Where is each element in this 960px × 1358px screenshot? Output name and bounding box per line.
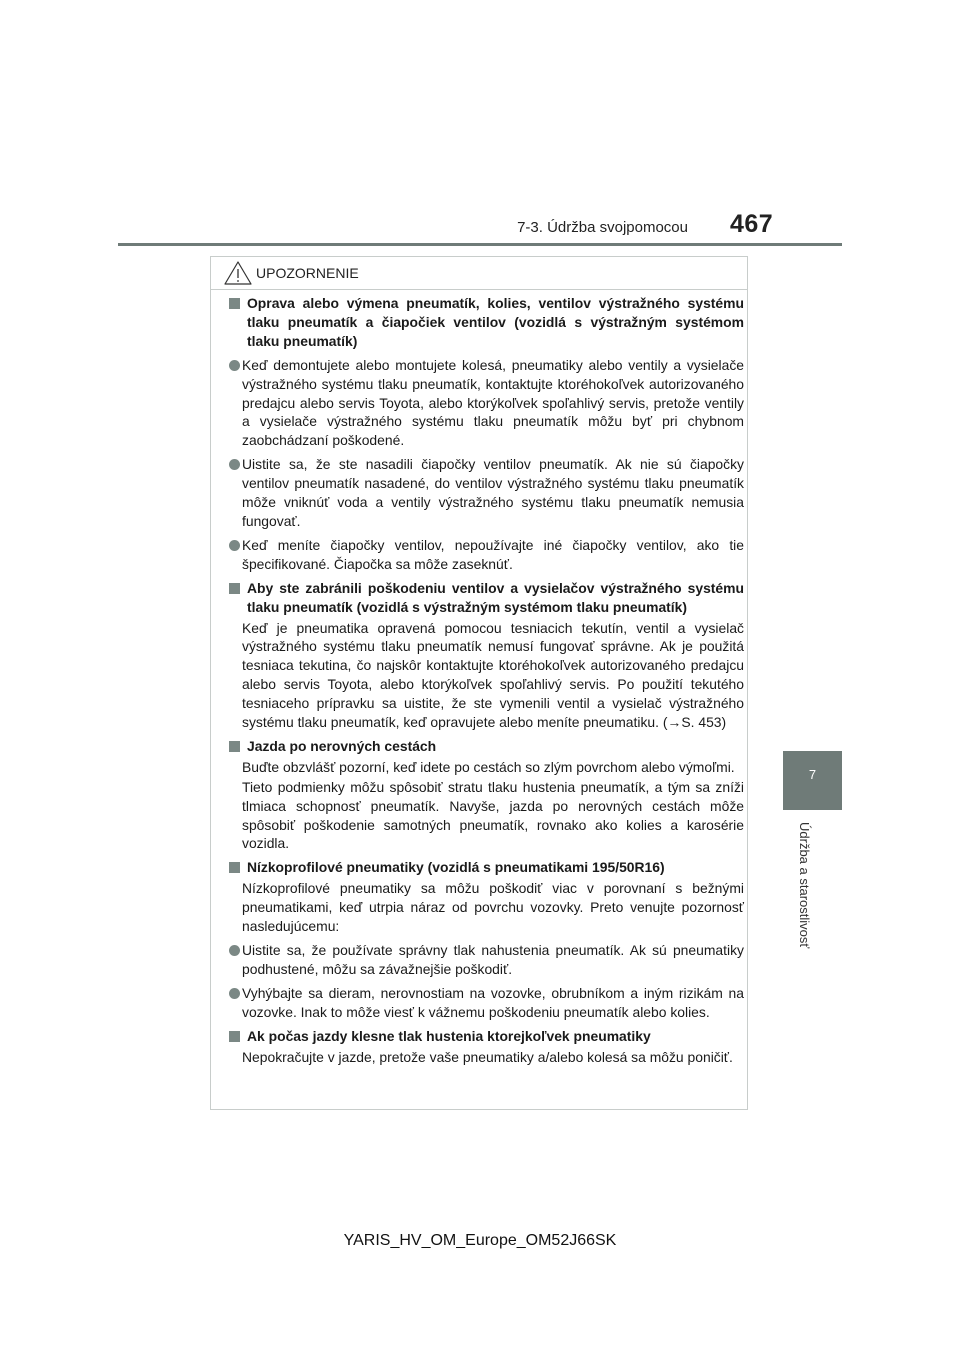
heading-text: Nízkoprofilové pneumatiky (vozidlá s pneumatikami 195/50R16)	[247, 859, 665, 876]
chapter-title: Údržba a starostlivosť	[797, 822, 812, 949]
section-heading	[229, 579, 744, 617]
warning-header	[211, 257, 747, 290]
paragraph: Nízkoprofilové pneumatiky sa môžu poškodiť viac v porovnaní s bežnými pneumatikami, keď utrpia náraz od povrchu vozovky. Preto venujte pozornosť nasledujúcemu:	[242, 880, 744, 935]
heading-text: Jazda po nerovných cestách	[247, 737, 437, 754]
section-heading	[229, 1027, 744, 1046]
warning-content	[229, 294, 744, 1066]
list-item	[229, 455, 744, 531]
warning-label: UPOZORNENIE	[256, 265, 359, 281]
round-bullet-icon	[229, 988, 240, 999]
section-title: 7-3. Údržba svojpomocou	[517, 219, 688, 236]
paragraph: Keď je pneumatika opravená pomocou tesniacich tekutín, ventil a vysielač výstražného systému tlaku pneumatík nemusí fungovať správne. Ak je použitá tesniaca tekutina, čo najskôr kontaktujte ktoréhokoľvek autorizovaného predajcu alebo servis Toyota, alebo ktorýkoľvek spoľahlivý servis. Po použití tekutého tesniaceho prípravku sa uistite, že ste vymenili ventil a vysielač výstražného systému tlaku pneumatík, keď opravujete alebo meníte pneumatiku. (→S. 453)	[242, 619, 744, 731]
list-item-text: Vyhýbajte sa dieram, nerovnostiam na vozovke, obrubníkom a iným rizikám na vozovke. Inak to môže viesť k vážnemu poškodeniu pneumatík alebo kolies.	[242, 984, 744, 1020]
section-heading	[229, 858, 744, 877]
chapter-number: 7	[808, 767, 817, 782]
warning-triangle-icon	[223, 260, 253, 286]
page-number: 467	[730, 210, 774, 238]
round-bullet-icon	[229, 540, 240, 551]
list-item-text: Uistite sa, že používate správny tlak nahustenia pneumatík. Ak sú pneumatiky podhustené, môžu sa závažnejšie poškodiť.	[242, 942, 744, 977]
section-heading	[229, 294, 744, 351]
round-bullet-icon	[229, 360, 240, 371]
heading-text: Oprava alebo výmena pneumatík, kolies, ventilov výstražného systému tlaku pneumatík a čiapočiek ventilov (vozidlá s výstražným systémom tlaku pneumatík)	[247, 295, 744, 349]
list-item	[229, 984, 744, 1022]
round-bullet-icon	[229, 945, 240, 956]
paragraph: Buďte obzvlášť pozorní, keď idete po cestách so zlým povrchom alebo výmoľmi.	[242, 758, 735, 775]
list-item	[229, 536, 744, 574]
round-bullet-icon	[229, 459, 240, 470]
square-bullet-icon	[229, 862, 240, 873]
document-footer: YARIS_HV_OM_Europe_OM52J66SK	[343, 1232, 617, 1249]
square-bullet-icon	[229, 583, 240, 594]
square-bullet-icon	[229, 298, 240, 309]
heading-text: Aby ste zabránili poškodeniu ventilov a vysielačov výstražného systému tlaku pneumatík (vozidlá s výstražným systémom tlaku pneumatík)	[247, 579, 744, 615]
section-heading	[229, 737, 744, 756]
list-item	[229, 356, 744, 451]
heading-text: Ak počas jazdy klesne tlak hustenia ktorejkoľvek pneumatiky	[247, 1027, 651, 1044]
list-item-text: Keď meníte čiapočky ventilov, nepoužívajte iné čiapočky ventilov, ako tie špecifikované. Čiapočka sa môže zaseknúť.	[242, 536, 744, 572]
list-item-text: Uistite sa, že ste nasadili čiapočky ventilov pneumatík. Ak nie sú čiapočky ventilov pneumatík nasadené, do ventilov výstražného systému tlaku pneumatík môže vniknúť voda a ventily výstražného systému tlaku pneumatík nemusia fungovať.	[242, 456, 744, 529]
header-rule	[118, 243, 842, 246]
list-item-text: Keď demontujete alebo montujete kolesá, pneumatiky alebo ventily a vysielače výstražného systému tlaku pneumatík, kontaktujte ktoréhokoľvek autorizovaného predajcu alebo servis Toyota, alebo ktorýkoľvek spoľahlivý servis, pretože ventily a vysielače výstražného systému tlaku pneumatík môžu byť pri chybnom zaobchádzaní poškodené.	[242, 356, 744, 449]
square-bullet-icon	[229, 741, 240, 752]
square-bullet-icon	[229, 1031, 240, 1042]
paragraph: Tieto podmienky môžu spôsobiť stratu tlaku hustenia pneumatík, a tým sa zníži tlmiaca schopnosť pneumatík. Navyše, jazda po nerovných cestách môže spôsobiť poškodenie samotných pneumatík, rovnako ako kolies a karosérie vozidla.	[242, 778, 744, 852]
list-item	[229, 941, 744, 979]
paragraph: Nepokračujte v jazde, pretože vaše pneumatiky a/alebo kolesá sa môžu poničiť.	[242, 1048, 733, 1065]
